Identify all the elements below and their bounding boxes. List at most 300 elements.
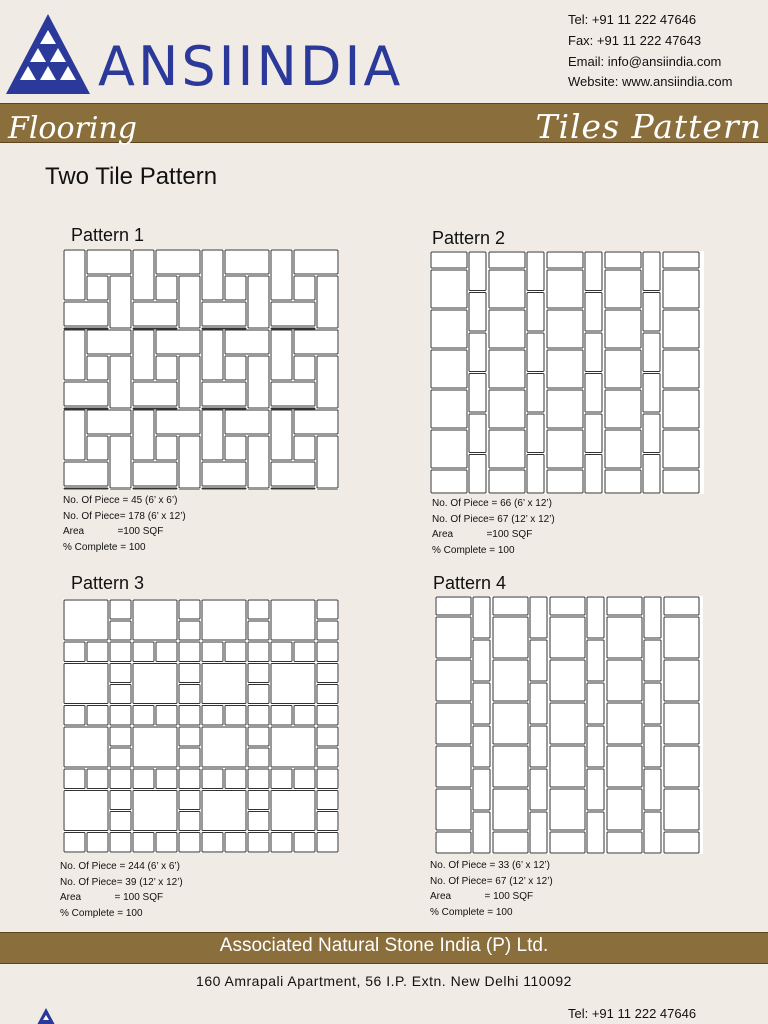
- tile-square: [271, 642, 292, 662]
- footer-tel: Tel: +91 11 222 47646: [568, 1006, 697, 1021]
- tile-long: [179, 436, 200, 488]
- tile-square: [248, 642, 269, 662]
- tile-square: [64, 791, 108, 831]
- tile-square: [547, 270, 583, 308]
- tile-long: [527, 414, 544, 453]
- tile-square: [436, 703, 471, 744]
- tile-square: [133, 664, 177, 704]
- tile-long: [271, 488, 315, 489]
- tile-long: [271, 330, 292, 380]
- page-title: Two Tile Pattern: [45, 163, 218, 190]
- tile-square: [271, 706, 292, 726]
- tile-square: [202, 706, 223, 726]
- tile-long: [643, 374, 660, 413]
- tile-long: [271, 408, 315, 409]
- tile-square: [110, 791, 131, 810]
- tile-square: [493, 789, 528, 830]
- tile-long: [607, 832, 642, 853]
- pattern-3-spec-line: No. Of Piece = 244 (6’ x 6’): [60, 861, 180, 872]
- tile-square: [202, 664, 246, 704]
- tile-square: [133, 600, 177, 640]
- tile-square: [133, 642, 154, 662]
- tile-square: [179, 791, 200, 810]
- tile-long: [550, 597, 585, 615]
- tile-long: [587, 769, 604, 810]
- header-website[interactable]: Website: www.ansiindia.com: [568, 74, 733, 89]
- tile-long: [644, 726, 661, 767]
- tile-square: [133, 727, 177, 767]
- tile-long: [202, 328, 246, 329]
- tile-long: [133, 302, 177, 326]
- tile-long: [271, 250, 292, 300]
- tile-long: [133, 410, 154, 460]
- tile-square: [64, 664, 108, 704]
- tile-square: [202, 727, 246, 767]
- pattern-4-title: Pattern 4: [433, 573, 507, 593]
- tile-long: [469, 252, 486, 291]
- tile-square: [225, 276, 246, 300]
- tile-square: [493, 703, 528, 744]
- tile-square: [248, 664, 269, 683]
- ansiindia-logo-icon: [4, 12, 92, 96]
- tile-square: [179, 621, 200, 640]
- tile-square: [317, 791, 338, 810]
- tile-long: [473, 812, 490, 853]
- pattern-1-title: Pattern 1: [71, 225, 145, 245]
- pattern-2-spec-line: No. Of Piece= 67 (12’ x 12’): [432, 513, 555, 525]
- tile-square: [605, 390, 641, 428]
- tile-long: [133, 328, 177, 329]
- tile-long: [664, 832, 699, 853]
- tile-long: [271, 328, 315, 329]
- tile-square: [248, 706, 269, 726]
- tile-long: [527, 252, 544, 291]
- tile-square: [489, 390, 525, 428]
- tile-square: [663, 390, 699, 428]
- tile-square: [87, 642, 108, 662]
- tile-long: [317, 356, 338, 408]
- tile-square: [248, 621, 269, 640]
- tile-long: [473, 769, 490, 810]
- tile-square: [550, 789, 585, 830]
- tile-long: [248, 436, 269, 488]
- tile-long: [248, 276, 269, 328]
- tile-long: [436, 597, 471, 615]
- tile-long: [585, 252, 602, 291]
- tile-square: [547, 390, 583, 428]
- tile-long: [644, 683, 661, 724]
- tile-square: [489, 350, 525, 388]
- tile-long: [644, 769, 661, 810]
- tile-square: [156, 436, 177, 460]
- tile-square: [550, 617, 585, 658]
- tile-long: [527, 333, 544, 372]
- tile-square: [607, 660, 642, 701]
- pattern-2-spec-line: Area =100 SQF: [432, 529, 533, 540]
- tile-long: [489, 252, 525, 268]
- pattern-4-specs: [430, 858, 553, 920]
- tile-long: [587, 726, 604, 767]
- tile-square: [110, 706, 131, 726]
- tile-square: [317, 664, 338, 683]
- tile-square: [605, 350, 641, 388]
- pattern-2-specs: [432, 496, 555, 558]
- tile-long: [202, 462, 246, 486]
- header-tel: Tel: +91 11 222 47646: [568, 12, 697, 27]
- tile-square: [225, 642, 246, 662]
- ansiindia-logo-icon: [30, 1008, 62, 1024]
- tile-square: [317, 833, 338, 853]
- tile-long: [248, 356, 269, 408]
- tile-square: [550, 746, 585, 787]
- tile-long: [585, 455, 602, 494]
- tile-square: [294, 833, 315, 853]
- tile-long: [664, 597, 699, 615]
- tile-long: [469, 293, 486, 332]
- tile-long: [64, 410, 85, 460]
- tile-long: [110, 276, 131, 328]
- tile-square: [547, 350, 583, 388]
- tile-long: [473, 597, 490, 638]
- tile-long: [530, 683, 547, 724]
- tile-long: [133, 408, 177, 409]
- tile-square: [87, 276, 108, 300]
- tile-square: [248, 769, 269, 789]
- tile-square: [317, 769, 338, 789]
- tile-long: [469, 374, 486, 413]
- tile-long: [643, 293, 660, 332]
- tile-square: [156, 833, 177, 853]
- tile-long: [294, 330, 338, 354]
- tile-square: [294, 276, 315, 300]
- tile-long: [605, 470, 641, 493]
- tile-square: [179, 812, 200, 831]
- company-address: 160 Amrapali Apartment, 56 I.P. Extn. New Delhi 110092: [196, 973, 572, 989]
- tile-long: [179, 276, 200, 328]
- tile-long: [202, 330, 223, 380]
- tile-long: [527, 455, 544, 494]
- tile-long: [587, 597, 604, 638]
- tile-square: [493, 660, 528, 701]
- tile-long: [271, 382, 315, 406]
- tile-square: [663, 310, 699, 348]
- pattern-1-spec-line: No. Of Piece= 178 (6’ x 12’): [63, 510, 186, 522]
- tile-square: [87, 769, 108, 789]
- tile-long: [133, 488, 177, 489]
- pattern-4-spec-line: % Complete = 100: [430, 906, 513, 918]
- tile-square: [87, 706, 108, 726]
- tile-square: [225, 436, 246, 460]
- tile-square: [605, 310, 641, 348]
- tile-long: [225, 250, 269, 274]
- tile-square: [317, 812, 338, 831]
- tile-long: [156, 250, 200, 274]
- pattern-1-spec-line: No. Of Piece = 45 (6’ x 6’): [63, 495, 178, 506]
- tile-square: [110, 748, 131, 767]
- tile-square: [179, 706, 200, 726]
- tile-square: [248, 748, 269, 767]
- tile-square: [248, 685, 269, 704]
- tile-square: [294, 769, 315, 789]
- tile-long: [527, 374, 544, 413]
- tile-square: [156, 356, 177, 380]
- tile-square: [110, 642, 131, 662]
- tile-long: [271, 302, 315, 326]
- tile-square: [294, 706, 315, 726]
- tile-square: [605, 270, 641, 308]
- tile-square: [294, 436, 315, 460]
- tile-long: [644, 812, 661, 853]
- tile-square: [64, 833, 85, 853]
- tile-square: [607, 617, 642, 658]
- tile-long: [317, 436, 338, 488]
- company-name: Associated Natural Stone India (P) Ltd.: [219, 935, 549, 956]
- tile-long: [133, 250, 154, 300]
- tile-square: [248, 812, 269, 831]
- tile-long: [431, 470, 467, 493]
- tile-long: [605, 252, 641, 268]
- tile-square: [64, 727, 108, 767]
- tile-square: [110, 812, 131, 831]
- tile-long: [110, 436, 131, 488]
- tile-square: [317, 621, 338, 640]
- tile-square: [271, 600, 315, 640]
- tile-square: [294, 356, 315, 380]
- header-fax: Fax: +91 11 222 47643: [568, 33, 702, 48]
- tile-square: [605, 430, 641, 468]
- tile-square: [87, 436, 108, 460]
- tile-square: [202, 833, 223, 853]
- tile-square: [489, 270, 525, 308]
- tile-square: [317, 642, 338, 662]
- tile-square: [248, 600, 269, 619]
- tile-square: [489, 310, 525, 348]
- tile-square: [179, 769, 200, 789]
- tile-square: [271, 664, 315, 704]
- tile-square: [202, 642, 223, 662]
- tile-long: [587, 640, 604, 681]
- tile-square: [64, 706, 85, 726]
- tile-square: [225, 769, 246, 789]
- tile-long: [317, 276, 338, 328]
- tile-square: [110, 833, 131, 853]
- tile-long: [643, 333, 660, 372]
- tile-long: [493, 597, 528, 615]
- tile-long: [530, 726, 547, 767]
- tile-long: [133, 330, 154, 380]
- tile-long: [64, 488, 108, 489]
- tile-square: [248, 833, 269, 853]
- tile-square: [664, 746, 699, 787]
- pattern-3-spec-line: No. Of Piece= 39 (12’ x 12’): [60, 876, 183, 888]
- tile-square: [64, 600, 108, 640]
- tile-square: [87, 356, 108, 380]
- tile-square: [607, 746, 642, 787]
- tile-square: [436, 660, 471, 701]
- tile-square: [547, 430, 583, 468]
- tile-square: [663, 270, 699, 308]
- pattern-1-diagram: [63, 249, 339, 490]
- tile-long: [133, 382, 177, 406]
- tile-long: [550, 832, 585, 853]
- tile-long: [436, 832, 471, 853]
- tile-square: [225, 706, 246, 726]
- tile-square: [271, 791, 315, 831]
- tile-long: [473, 640, 490, 681]
- tiles-pattern-label: Tiles Pattern: [535, 107, 762, 146]
- tile-square: [664, 789, 699, 830]
- header-email[interactable]: Email: info@ansiindia.com: [568, 54, 722, 69]
- tile-long: [202, 410, 223, 460]
- tile-long: [64, 250, 85, 300]
- tile-square: [133, 706, 154, 726]
- tile-square: [156, 706, 177, 726]
- tile-square: [179, 833, 200, 853]
- tile-square: [87, 833, 108, 853]
- tile-square: [431, 430, 467, 468]
- tile-long: [643, 455, 660, 494]
- tile-long: [156, 410, 200, 434]
- tile-long: [64, 382, 108, 406]
- tile-long: [585, 333, 602, 372]
- pattern-1-spec-line: % Complete = 100: [63, 541, 146, 553]
- tile-long: [64, 462, 108, 486]
- tile-square: [436, 746, 471, 787]
- tile-square: [64, 769, 85, 789]
- tile-square: [179, 642, 200, 662]
- tile-square: [317, 685, 338, 704]
- tile-long: [644, 640, 661, 681]
- pattern-3-spec-line: % Complete = 100: [60, 907, 143, 919]
- tile-square: [271, 833, 292, 853]
- tile-long: [110, 356, 131, 408]
- tile-square: [225, 833, 246, 853]
- pattern-3-specs: [60, 859, 183, 921]
- tile-long: [64, 408, 108, 409]
- tile-long: [473, 683, 490, 724]
- tile-square: [248, 791, 269, 810]
- tile-square: [317, 706, 338, 726]
- tile-long: [87, 330, 131, 354]
- pattern-3-spec-line: Area = 100 SQF: [60, 892, 164, 903]
- tile-square: [133, 769, 154, 789]
- tile-square: [663, 430, 699, 468]
- tile-square: [202, 791, 246, 831]
- flooring-label: Flooring: [8, 111, 137, 146]
- tile-square: [550, 660, 585, 701]
- tile-long: [607, 597, 642, 615]
- tile-long: [643, 252, 660, 291]
- tile-square: [64, 642, 85, 662]
- tile-square: [664, 617, 699, 658]
- tile-square: [248, 727, 269, 746]
- tile-square: [663, 350, 699, 388]
- tile-square: [110, 621, 131, 640]
- tile-long: [156, 330, 200, 354]
- tile-long: [469, 414, 486, 453]
- tile-square: [493, 617, 528, 658]
- tile-long: [530, 640, 547, 681]
- tile-long: [489, 470, 525, 493]
- tile-square: [110, 600, 131, 619]
- pattern-2-spec-line: No. Of Piece = 66 (6’ x 12’): [432, 498, 552, 509]
- tile-long: [179, 356, 200, 408]
- tile-long: [271, 410, 292, 460]
- tile-square: [436, 789, 471, 830]
- tile-square: [156, 276, 177, 300]
- tile-square: [110, 664, 131, 683]
- tile-long: [547, 470, 583, 493]
- pattern-4-spec-line: No. Of Piece = 33 (6’ x 12’): [430, 860, 550, 871]
- tile-long: [663, 252, 699, 268]
- tile-square: [317, 600, 338, 619]
- pattern-4-spec-line: No. Of Piece= 67 (12’ x 12’): [430, 875, 553, 887]
- tile-long: [294, 410, 338, 434]
- tile-square: [493, 746, 528, 787]
- tile-long: [663, 470, 699, 493]
- tile-square: [431, 390, 467, 428]
- tile-long: [64, 330, 85, 380]
- tile-square: [110, 727, 131, 746]
- tile-square: [607, 703, 642, 744]
- tile-square: [179, 727, 200, 746]
- tile-long: [64, 302, 108, 326]
- tile-long: [527, 293, 544, 332]
- tile-long: [469, 455, 486, 494]
- pattern-2-title: Pattern 2: [432, 228, 506, 248]
- tile-square: [489, 430, 525, 468]
- tile-long: [585, 374, 602, 413]
- tile-long: [133, 462, 177, 486]
- tile-long: [493, 832, 528, 853]
- tile-long: [225, 330, 269, 354]
- pattern-2-spec-line: % Complete = 100: [432, 544, 515, 556]
- tile-long: [87, 250, 131, 274]
- tile-square: [550, 703, 585, 744]
- pattern-4-spec-line: Area = 100 SQF: [430, 891, 534, 902]
- pattern-2-diagram: [430, 251, 704, 494]
- tile-square: [271, 769, 292, 789]
- tile-square: [317, 748, 338, 767]
- tile-square: [225, 356, 246, 380]
- pattern-1-spec-line: Area =100 SQF: [63, 526, 164, 537]
- tile-long: [64, 328, 108, 329]
- tile-long: [643, 414, 660, 453]
- tile-long: [294, 250, 338, 274]
- pattern-3-diagram: [63, 599, 339, 853]
- tile-square: [436, 617, 471, 658]
- pattern-4-diagram: [435, 596, 703, 854]
- tile-square: [202, 600, 246, 640]
- tile-square: [179, 685, 200, 704]
- tile-long: [202, 302, 246, 326]
- tile-square: [431, 270, 467, 308]
- tile-long: [469, 333, 486, 372]
- tile-square: [110, 769, 131, 789]
- tile-square: [271, 727, 315, 767]
- tile-long: [87, 410, 131, 434]
- tile-square: [664, 660, 699, 701]
- tile-long: [585, 293, 602, 332]
- tile-long: [271, 462, 315, 486]
- tile-square: [431, 310, 467, 348]
- tile-long: [530, 769, 547, 810]
- tile-long: [473, 726, 490, 767]
- tile-long: [644, 597, 661, 638]
- tile-square: [179, 664, 200, 683]
- tile-long: [202, 382, 246, 406]
- pattern-1-specs: [63, 493, 186, 555]
